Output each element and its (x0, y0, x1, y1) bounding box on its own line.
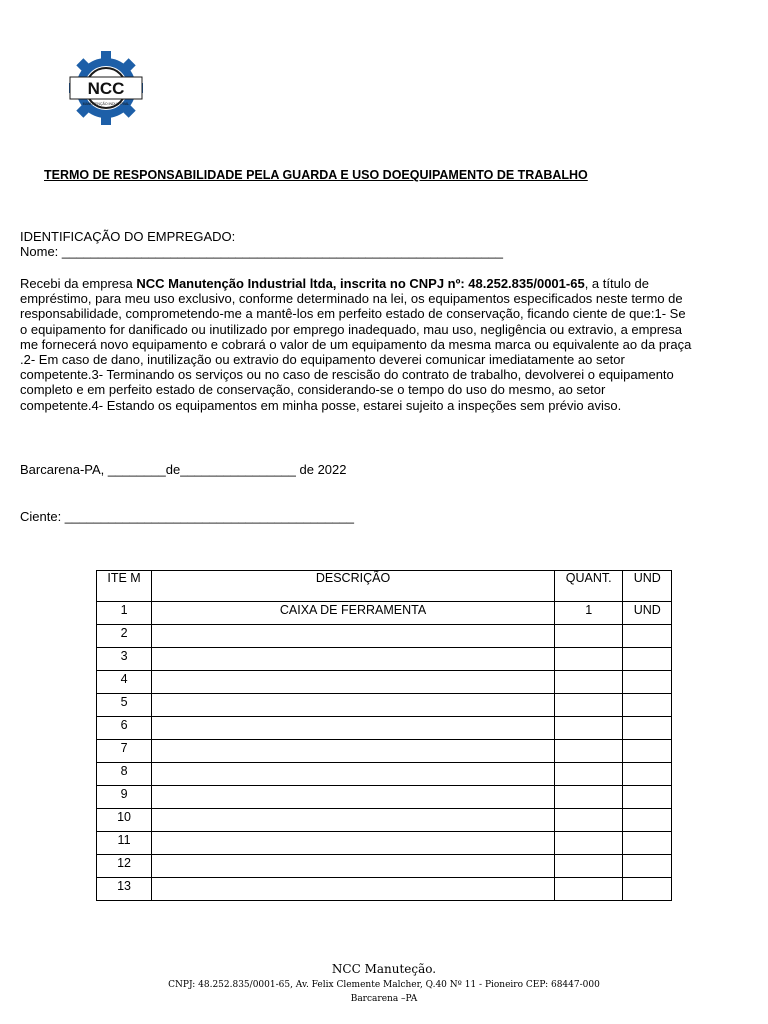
table-row (97, 717, 672, 740)
equipment-table (96, 570, 672, 901)
cell-description[interactable]: CAIXA DE FERRAMENTA (152, 602, 555, 625)
table-row (97, 694, 672, 717)
company-logo (66, 48, 146, 128)
cell-item-number[interactable]: 12 (97, 855, 152, 878)
cell-quantity[interactable] (554, 786, 622, 809)
cell-description[interactable] (152, 625, 555, 648)
cell-item-number[interactable]: 6 (97, 717, 152, 740)
cell-description[interactable] (152, 855, 555, 878)
cell-unit[interactable] (623, 763, 672, 786)
cell-quantity[interactable] (554, 832, 622, 855)
cell-item-number[interactable]: 5 (97, 694, 152, 717)
cell-quantity[interactable] (554, 878, 622, 901)
cell-quantity[interactable] (554, 648, 622, 671)
table-row (97, 602, 672, 625)
cell-unit[interactable] (623, 740, 672, 763)
header-quantity: QUANT. (554, 571, 622, 602)
name-field[interactable]: Nome: _____________________________________________________________ (20, 244, 503, 259)
cell-quantity[interactable] (554, 694, 622, 717)
cell-quantity[interactable] (554, 809, 622, 832)
cell-item-number[interactable]: 7 (97, 740, 152, 763)
cell-description[interactable] (152, 717, 555, 740)
cell-unit[interactable] (623, 878, 672, 901)
table-row (97, 809, 672, 832)
cell-item-number[interactable]: 11 (97, 832, 152, 855)
cell-quantity[interactable] (554, 625, 622, 648)
terms-text-pre: Recebi da empresa (20, 276, 137, 291)
cell-quantity[interactable] (554, 740, 622, 763)
cell-item-number[interactable]: 10 (97, 809, 152, 832)
cell-unit[interactable] (623, 809, 672, 832)
cell-description[interactable] (152, 671, 555, 694)
table-row (97, 878, 672, 901)
cell-item-number[interactable]: 2 (97, 625, 152, 648)
company-cnpj-bold: NCC Manutenção Industrial ltda, inscrita no CNPJ nº: 48.252.835/0001-65 (136, 276, 585, 291)
table-row (97, 832, 672, 855)
cell-unit[interactable] (623, 717, 672, 740)
footer-city: Barcarena –PA (350, 994, 418, 1004)
header-unit: UND (623, 571, 672, 602)
table-row (97, 625, 672, 648)
cell-unit[interactable] (623, 625, 672, 648)
cell-unit[interactable] (623, 694, 672, 717)
footer-address: CNPJ: 48.252.835/0001-65, Av. Felix Clemente Malcher, Q.40 Nº 11 - Pioneiro CEP: 68447-000 (168, 980, 600, 990)
cell-unit[interactable] (623, 648, 672, 671)
cell-description[interactable] (152, 786, 555, 809)
cell-quantity[interactable] (554, 763, 622, 786)
document-title: TERMO DE RESPONSABILIDADE PELA GUARDA E USO DOEQUIPAMENTO DE TRABALHO (44, 168, 588, 182)
cell-description[interactable] (152, 763, 555, 786)
cell-item-number[interactable]: 1 (97, 602, 152, 625)
cell-quantity[interactable] (554, 717, 622, 740)
logo-subtext: MANUTENÇÃO INDUSTRIAL (82, 102, 130, 106)
cell-item-number[interactable]: 8 (97, 763, 152, 786)
cell-unit[interactable] (623, 855, 672, 878)
logo-text: NCC (87, 79, 125, 98)
cell-item-number[interactable]: 4 (97, 671, 152, 694)
cell-unit[interactable] (623, 671, 672, 694)
terms-text-post: , a título de empréstimo, para meu uso exclusivo, conforme determinado na lei, os equipamentos especificados neste termo de responsabilidade, comprometendo-me a mantê-los em perfeito estado de conservação, ficando ciente de que:1- Se o equipamento for danificado ou inutilizado por emprego inadequado, mau uso, negligência ou extravio, a empresa me fornecerá novo equipamento e cobrará o valor de um equipamento da mesma marca ou equivalente ao da praça .2- Em caso de dano, inutilização ou extravio do equipamento deverei comunicar imediatamente ao setor competente.3- Terminando os serviços ou no caso de rescisão do contrato de trabalho, devolverei o equipamento completo e em perfeito estado de conservação, considerando-se o tempo do uso do mesmo, ao setor competente.4- Estando os equipamentos em minha posse, estarei sujeito a inspeções sem prévio aviso. (20, 276, 692, 413)
cell-unit[interactable] (623, 832, 672, 855)
cell-quantity[interactable] (554, 855, 622, 878)
table-row (97, 855, 672, 878)
table-row (97, 671, 672, 694)
cell-item-number[interactable]: 3 (97, 648, 152, 671)
table-header-row (97, 571, 672, 602)
cell-description[interactable] (152, 648, 555, 671)
signature-line[interactable]: Ciente: ________________________________________ (20, 509, 355, 524)
cell-description[interactable] (152, 878, 555, 901)
cell-quantity[interactable]: 1 (554, 602, 622, 625)
table-row (97, 786, 672, 809)
header-description: DESCRIÇÃO (152, 571, 555, 602)
cell-description[interactable] (152, 809, 555, 832)
table-row (97, 648, 672, 671)
footer-company: NCC Manuteção. (331, 962, 437, 976)
table-row (97, 763, 672, 786)
cell-description[interactable] (152, 694, 555, 717)
cell-description[interactable] (152, 740, 555, 763)
cell-quantity[interactable] (554, 671, 622, 694)
cell-item-number[interactable]: 9 (97, 786, 152, 809)
cell-item-number[interactable]: 13 (97, 878, 152, 901)
cell-unit[interactable] (623, 786, 672, 809)
header-item: ITE M (97, 571, 152, 602)
date-line[interactable]: Barcarena-PA, ________de________________ de 2022 (20, 462, 347, 477)
terms-paragraph (20, 276, 692, 413)
table-row (97, 740, 672, 763)
employee-identification (20, 229, 503, 259)
cell-description[interactable] (152, 832, 555, 855)
cell-unit[interactable]: UND (623, 602, 672, 625)
identification-heading: IDENTIFICAÇÃO DO EMPREGADO: (20, 229, 236, 244)
